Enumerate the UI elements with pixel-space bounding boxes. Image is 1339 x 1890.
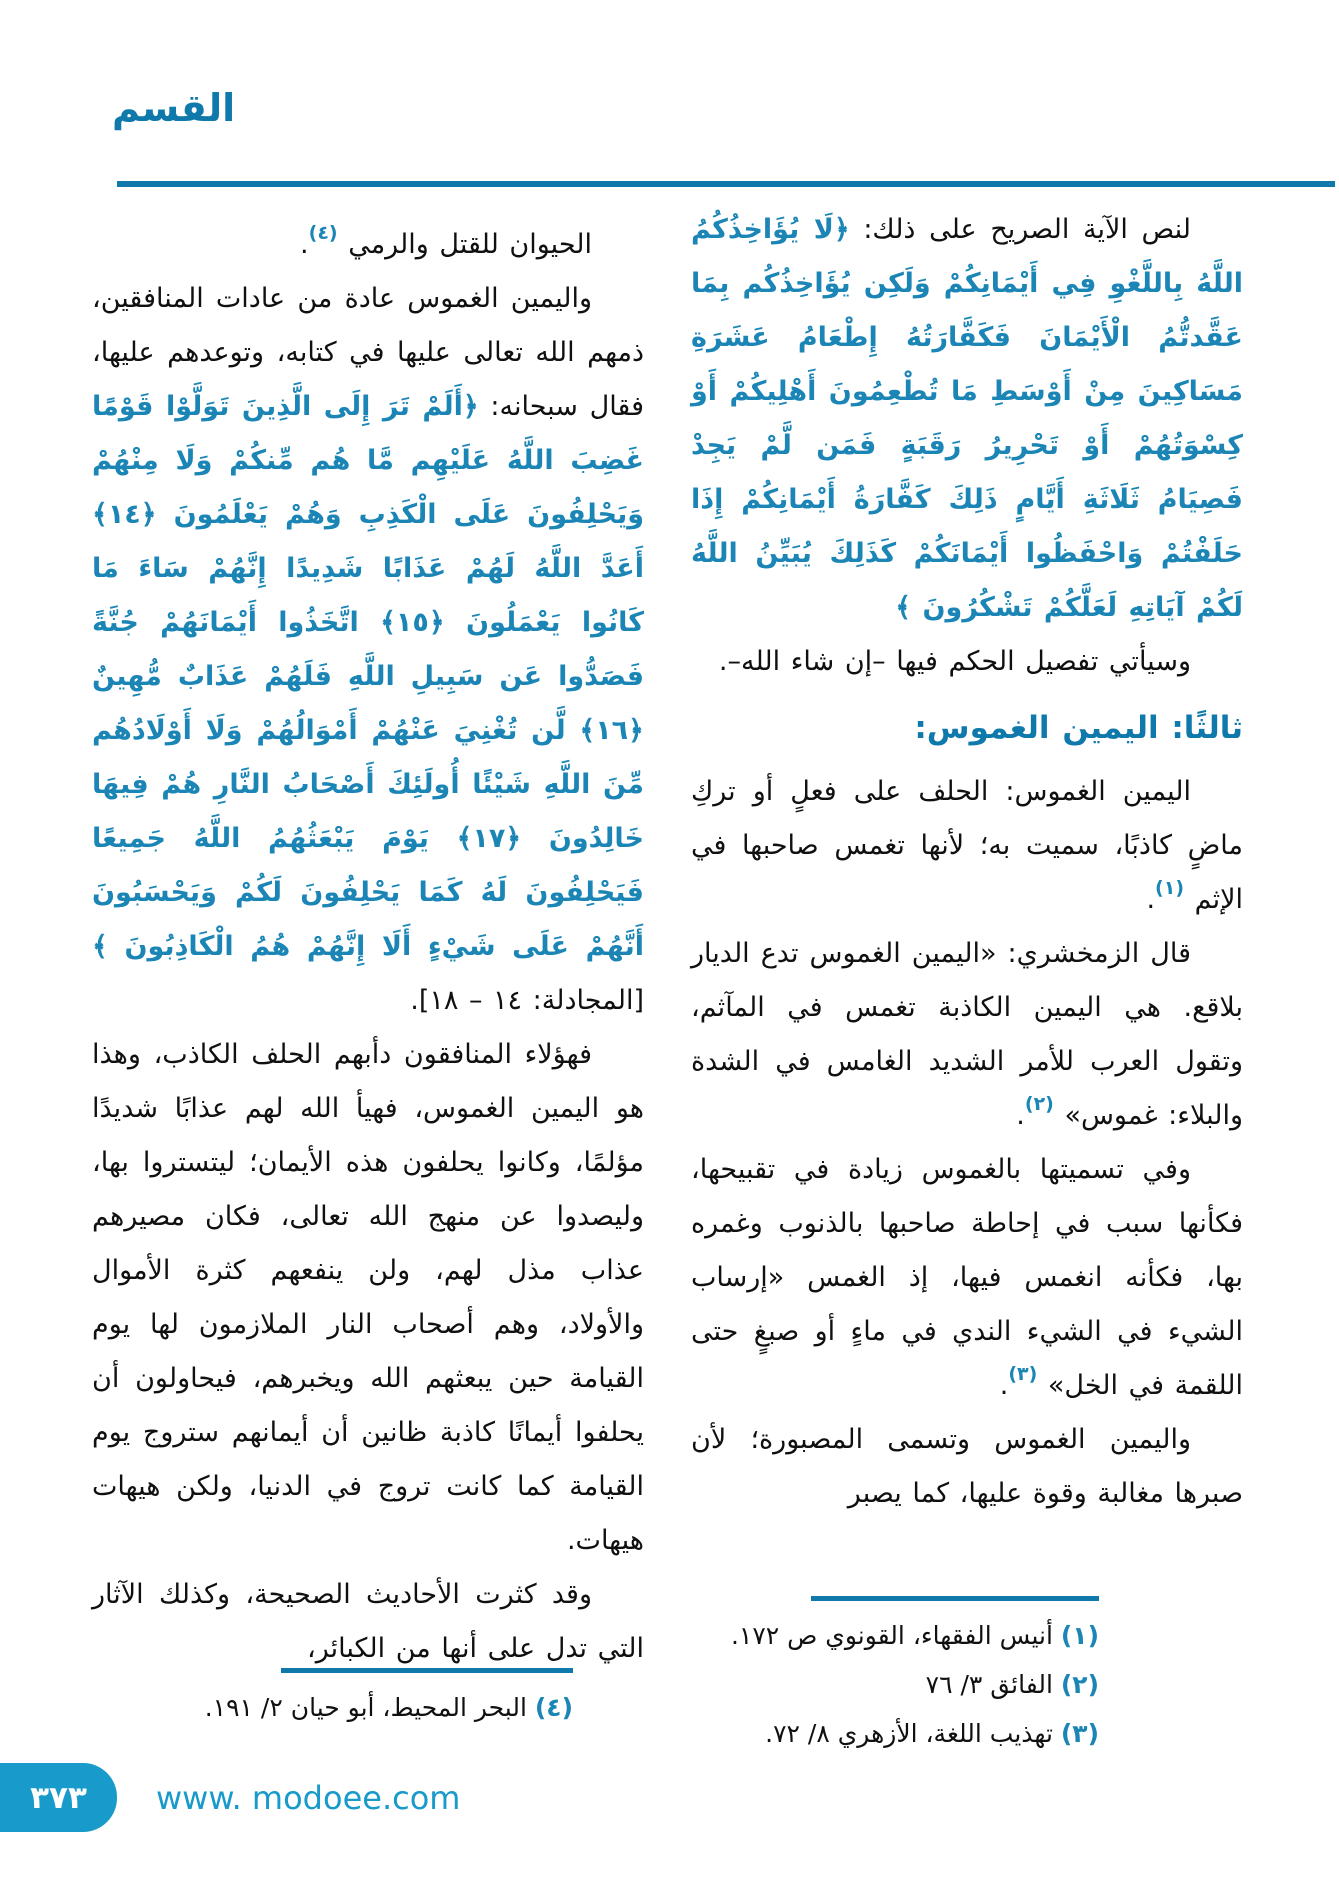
footnote-text: الفائق ٣/ ٧٦	[925, 1670, 1061, 1699]
body-text: وسيأتي تفصيل الحكم فيها –إن شاء الله–.	[718, 646, 1191, 677]
paragraph	[691, 1143, 1243, 1413]
paragraph	[691, 203, 1243, 635]
footnote-marker: (١)	[1155, 877, 1185, 899]
body-text: الحيوان للقتل والرمي	[337, 229, 592, 260]
body-text: .	[1146, 884, 1156, 915]
footnote-separator	[811, 1596, 1099, 1601]
body-text: قال الزمخشري: «اليمين الغموس تدع الديار بلاقع. هي اليمين الكاذبة تغمس في المآثم، وتقول العرب للأمر الشديد الغامس في الشدة والبلاء: غموس»	[691, 938, 1243, 1131]
footnote	[659, 1660, 1099, 1709]
body-text: اليمين الغموس: الحلف على فعلٍ أو تركِ ماضٍ كاذبًا، سميت به؛ لأنها تغمس صاحبها في الإثم	[691, 776, 1243, 915]
header-rule	[117, 181, 1335, 187]
body-text: لنص الآية الصريح على ذلك:	[849, 214, 1191, 245]
footnote-number: (٣)	[1060, 1719, 1099, 1748]
footnote	[659, 1611, 1099, 1660]
footnote-number: (٤)	[534, 1693, 573, 1722]
body-text: [المجادلة: ١٤ – ١٨].	[410, 985, 644, 1016]
paragraph	[92, 272, 644, 1028]
footnote-number: (٢)	[1060, 1670, 1099, 1699]
column-right	[691, 203, 1243, 1521]
page-header-title: القسم	[112, 86, 236, 130]
body-text: .	[999, 1370, 1009, 1401]
quran-verse-text: ﴿أَلَمْ تَرَ إِلَى الَّذِينَ تَوَلَّوْا قَوْمًا غَضِبَ اللَّهُ عَلَيْهِم مَّا هُم مِّنكُمْ وَلَا مِنْهُمْ وَيَحْلِفُونَ عَلَى الْكَذِبِ وَهُمْ يَعْلَمُونَ ﴿١٤﴾ أَعَدَّ اللَّهُ لَهُمْ عَذَابًا شَدِيدًا إِنَّهُمْ سَاءَ مَا كَانُوا يَعْمَلُونَ ﴿١٥﴾ اتَّخَذُوا أَيْمَانَهُمْ جُنَّةً فَصَدُّوا عَن سَبِيلِ اللَّهِ فَلَهُمْ عَذَابٌ مُّهِينٌ ﴿١٦﴾ لَّن تُغْنِيَ عَنْهُمْ أَمْوَالُهُمْ وَلَا أَوْلَادُهُم مِّنَ اللَّهِ شَيْئًا أُولَئِكَ أَصْحَابُ النَّارِ هُمْ فِيهَا خَالِدُونَ ﴿١٧﴾ يَوْمَ يَبْعَثُهُمُ اللَّهُ جَمِيعًا فَيَحْلِفُونَ لَهُ كَمَا يَحْلِفُونَ لَكُمْ وَيَحْسَبُونَ أَنَّهُمْ عَلَى شَيْءٍ أَلَا إِنَّهُمْ هُمُ الْكَاذِبُونَ ﴾	[92, 391, 644, 962]
quran-verse-text: ﴿لَا يُؤَاخِذُكُمُ اللَّهُ بِاللَّغْوِ فِي أَيْمَانِكُمْ وَلَكِن يُؤَاخِذُكُم بِمَا عَقَّدتُّمُ الْأَيْمَانَ فَكَفَّارَتُهُ إِطْعَامُ عَشَرَةِ مَسَاكِينَ مِنْ أَوْسَطِ مَا تُطْعِمُونَ أَهْلِيكُمْ أَوْ كِسْوَتُهُمْ أَوْ تَحْرِيرُ رَقَبَةٍ فَمَن لَّمْ يَجِدْ فَصِيَامُ ثَلَاثَةِ أَيَّامٍ ذَلِكَ كَفَّارَةُ أَيْمَانِكُمْ إِذَا حَلَفْتُمْ وَاحْفَظُوا أَيْمَانَكُمْ كَذَلِكَ يُبَيِّنُ اللَّهُ لَكُمْ آيَاتِهِ لَعَلَّكُمْ تَشْكُرُونَ ﴾	[691, 214, 1243, 623]
footnotes-left	[204, 1668, 573, 1732]
footnote-marker: (٢)	[1024, 1093, 1054, 1115]
paragraph	[92, 1028, 644, 1568]
body-text: واليمين الغموس عادة من عادات المنافقين، ذمهم الله تعالى عليها في كتابه، وتوعدهم عليها، فقال سبحانه:	[92, 283, 644, 422]
section-heading: ثالثًا: اليمين الغموس:	[914, 710, 1243, 746]
paragraph	[92, 1568, 644, 1676]
footnote-marker: (٣)	[1008, 1363, 1038, 1385]
footnotes-right	[659, 1596, 1099, 1758]
page-number-tab	[0, 1763, 117, 1832]
paragraph	[691, 765, 1243, 927]
footnote-separator	[281, 1668, 573, 1673]
footnote-number: (١)	[1060, 1621, 1099, 1650]
body-text: .	[1016, 1100, 1025, 1131]
body-text: فهؤلاء المنافقون دأبهم الحلف الكاذب، وهذا هو اليمين الغموس، فهيأ الله لهم عذابًا شديدًا مؤلمًا، وكانوا يحلفون هذه الأيمان؛ ليتستروا بها، وليصدوا عن منهج الله تعالى، فكان مصيرهم عذاب مذل لهم، ولن ينفعهم كثرة الأموال والأولاد، وهم أصحاب النار الملازمون لها يوم القيامة حين يبعثهم الله ويخبرهم، فيحاولون أن يحلفوا أيمانًا كاذبة ظانين أن أيمانهم ستروج يوم القيامة كما كانت تروج في الدنيا، ولكن هيهات هيهات.	[92, 1039, 644, 1556]
paragraph	[691, 927, 1243, 1143]
footnote-text: البحر المحيط، أبو حيان ٢/ ١٩١.	[204, 1693, 535, 1722]
body-text: واليمين الغموس وتسمى المصبورة؛ لأن صبرها مغالبة وقوة عليها، كما يصبر	[691, 1424, 1243, 1509]
footnote-marker: (٤)	[308, 222, 338, 244]
body-text: وقد كثرت الأحاديث الصحيحة، وكذلك الآثار التي تدل على أنها من الكبائر،	[92, 1579, 644, 1664]
paragraph	[691, 635, 1243, 689]
footnote	[659, 1709, 1099, 1758]
column-left	[92, 218, 644, 1676]
body-text: وفي تسميتها بالغموس زيادة في تقبيحها، فكأنها سبب في إحاطة صاحبها بالذنوب وغمره بها، فكأنه انغمس فيها، إذ الغمس «إرساب الشيء في الشيء الندي في ماءٍ أو صبغٍ حتى اللقمة في الخل»	[691, 1154, 1243, 1401]
body-text: .	[300, 229, 309, 260]
footnote-text: أنيس الفقهاء، القونوي ص ١٧٢.	[730, 1621, 1061, 1650]
website-text: www. modoee.com	[156, 1779, 461, 1817]
paragraph	[92, 218, 644, 272]
paragraph	[691, 1413, 1243, 1521]
footnote	[204, 1683, 573, 1732]
footnote-text: تهذيب اللغة، الأزهري ٨/ ٧٢.	[765, 1719, 1061, 1748]
page-number: ٣٧٣	[30, 1779, 87, 1816]
